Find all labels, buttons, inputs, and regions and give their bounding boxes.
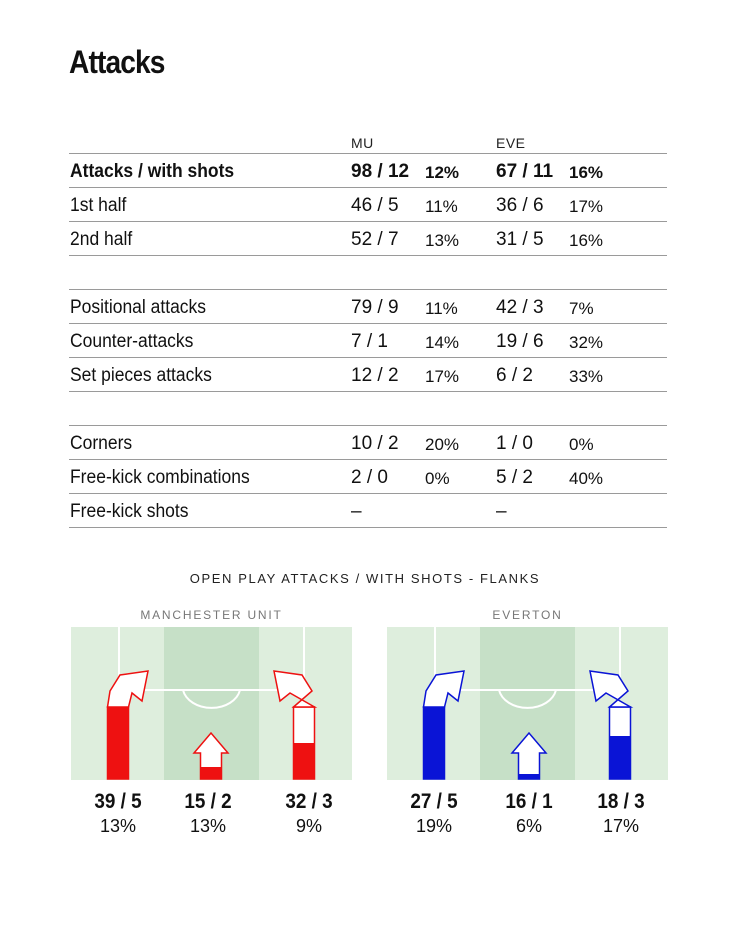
away-value: 6 / 2 [496,365,533,386]
away-percent: 32% [569,333,604,352]
away-percent: 7% [569,299,594,318]
table-row [69,290,667,324]
home-flank-value: 15 / 2 [184,790,232,813]
arrow-fill [610,736,631,779]
away-team-short: EVE [496,135,526,151]
row-label: Set pieces attacks [70,365,212,386]
table-row [69,154,667,188]
arrow-fill [424,707,445,779]
home-team-short: MU [351,135,374,151]
away-team-name: EVERTON [492,608,563,622]
home-value: 7 / 1 [351,331,388,352]
arrow-fill [294,743,315,779]
away-percent: 0% [569,435,594,454]
home-percent: 14% [425,333,460,352]
table-spacer [69,392,667,426]
row-label: 1st half [70,195,127,216]
home-value: 79 / 9 [351,297,399,318]
row-label: Counter-attacks [70,331,194,352]
away-flank-percent: 19% [415,816,453,836]
table-row [69,494,667,528]
home-percent: 0% [425,469,450,488]
away-flank-value: 27 / 5 [410,790,458,813]
home-team-name: MANCHESTER UNIT [140,608,283,622]
away-flank-percent: 17% [602,816,640,836]
home-percent: 20% [425,435,460,454]
home-percent: 11% [425,197,458,216]
table-header [69,130,667,154]
home-percent: 13% [425,231,460,250]
away-value: 67 / 11 [496,161,554,182]
away-value: 19 / 6 [496,331,544,352]
away-value: 42 / 3 [496,297,544,318]
home-flank-percent: 9% [295,816,322,836]
home-flank-value: 32 / 3 [285,790,333,813]
home-value: 98 / 12 [351,161,410,182]
away-value: – [496,501,507,522]
home-value: 46 / 5 [351,195,399,216]
arrow-fill [108,707,129,779]
arrow-fill [201,767,222,779]
attacks-stats-table [69,130,667,528]
table-row [69,188,667,222]
page-title: Attacks [69,44,165,80]
table-row [69,222,667,256]
home-value: – [351,501,362,522]
home-flanks-pitch [71,627,352,780]
home-value: 2 / 0 [351,467,388,488]
away-flanks-pitch [387,627,668,780]
away-flank-value: 16 / 1 [505,790,553,813]
table-row [69,426,667,460]
row-label: Positional attacks [70,297,207,318]
table-row [69,460,667,494]
home-value: 52 / 7 [351,229,399,250]
away-value: 36 / 6 [496,195,544,216]
table-row [69,324,667,358]
home-flank-percent: 13% [189,816,227,836]
away-value: 31 / 5 [496,229,544,250]
away-percent: 40% [569,469,604,488]
away-flank-percent: 6% [515,816,542,836]
table-spacer [69,256,667,290]
away-percent: 17% [569,197,604,216]
home-percent: 12% [425,163,460,182]
away-percent: 16% [569,231,604,250]
home-percent: 11% [425,299,458,318]
arrow-fill [519,774,540,779]
away-percent: 16% [569,163,604,182]
row-label: Free-kick shots [70,501,189,522]
row-label: Attacks / with shots [70,161,235,182]
away-percent: 33% [569,367,604,386]
home-value: 12 / 2 [351,365,399,386]
away-value: 5 / 2 [496,467,533,488]
table-row [69,358,667,392]
away-value: 1 / 0 [496,433,533,454]
home-flank-percent: 13% [99,816,137,836]
home-flank-value: 39 / 5 [94,790,142,813]
away-flank-value: 18 / 3 [597,790,645,813]
flanks-title: OPEN PLAY ATTACKS / WITH SHOTS - FLANKS [189,571,541,586]
row-label: 2nd half [70,229,133,250]
home-value: 10 / 2 [351,433,399,454]
home-percent: 17% [425,367,460,386]
row-label: Corners [70,433,133,454]
row-label: Free-kick combinations [70,467,250,488]
